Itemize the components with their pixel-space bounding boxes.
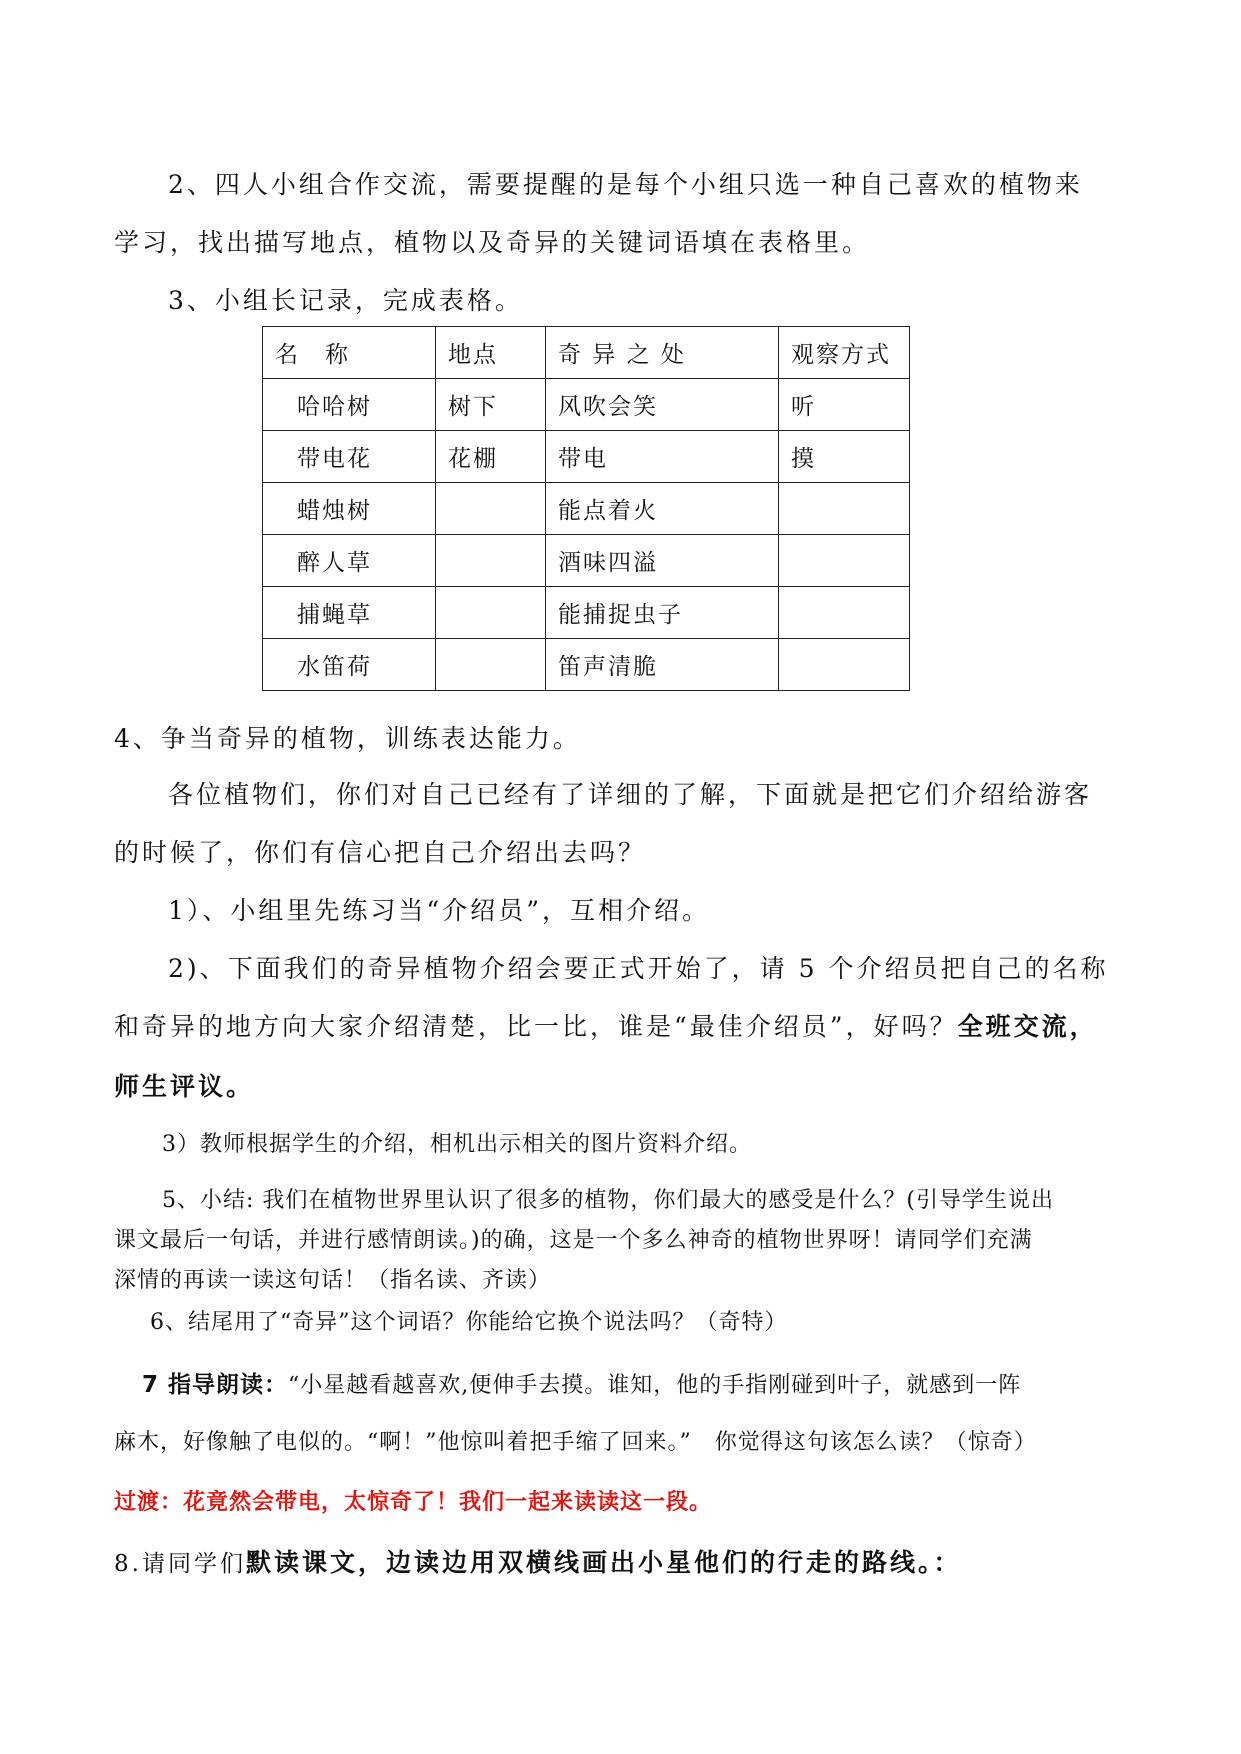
table-header-row <box>263 327 910 379</box>
cell-wonder: 带电 <box>546 431 779 483</box>
paragraph-5-line-2: 课文最后一句话，并进行感情朗读。)的确，这是一个多么神奇的植物世界呀！请同学们充满 <box>114 1228 1033 1253</box>
paragraph-7-line-2: 麻木，好像触了电似的。“啊！”他惊叫着把手缩了回来。” 你觉得这句该怎么读？（惊奇） <box>114 1430 1037 1455</box>
header-name: 名 称 <box>263 327 436 379</box>
table-row <box>263 431 910 483</box>
header-location: 地点 <box>436 327 546 379</box>
cell-name: 捕蝇草 <box>263 587 436 639</box>
paragraph-7-quote: “小星越看越喜欢,便伸手去摸。谁知，他的手指刚碰到叶子，就感到一阵 <box>288 1373 1022 1398</box>
paragraph-4b: 1）、小组里先练习当“介绍员”，互相介绍。 <box>168 896 710 925</box>
paragraph-4a-line-1: 各位植物们，你们对自己已经有了详细的了解，下面就是把它们介绍给游客 <box>168 780 1093 809</box>
cell-wonder: 能点着火 <box>546 483 779 535</box>
cell-name: 醉人草 <box>263 535 436 587</box>
paragraph-5-line-3: 深情的再读一读这句话！（指名读、齐读） <box>114 1268 552 1293</box>
paragraph-4d: 3）教师根据学生的介绍，相机出示相关的图片资料介绍。 <box>162 1132 752 1157</box>
header-method: 观察方式 <box>779 327 910 379</box>
cell-location <box>436 483 546 535</box>
paragraph-4c-line-1: 2)、下面我们的奇异植物介绍会要正式开始了，请 5 个介绍员把自己的名称 <box>168 954 1109 983</box>
paragraph-4c-text: 和奇异的地方向大家介绍清楚，比一比，谁是“最佳介绍员”，好吗？ <box>114 1012 958 1041</box>
paragraph-8-bold: 默读课文，边读边用双横线画出小星他们的行走的路线。： <box>245 1548 962 1577</box>
paragraph-7-label: 7 指导朗读： <box>142 1372 289 1398</box>
cell-location: 树下 <box>436 379 546 431</box>
paragraph-4-heading: 4、争当奇异的植物，训练表达能力。 <box>114 724 581 753</box>
paragraph-4a-line-2: 的时候了，你们有信心把自己介绍出去吗？ <box>114 838 647 867</box>
cell-name: 蜡烛树 <box>263 483 436 535</box>
cell-method: 摸 <box>779 431 910 483</box>
paragraph-4c-bold: 全班交流， <box>957 1012 1098 1041</box>
cell-wonder: 风吹会笑 <box>546 379 779 431</box>
table-row <box>263 587 910 639</box>
cell-location <box>436 587 546 639</box>
cell-method <box>779 587 910 639</box>
paragraph-4c-line-3: 师生评议。 <box>114 1072 255 1101</box>
cell-wonder: 酒味四溢 <box>546 535 779 587</box>
paragraph-2-line-2: 学习，找出描写地点，植物以及奇异的关键词语填在表格里。 <box>114 228 871 257</box>
cell-method <box>779 639 910 691</box>
table-row <box>263 639 910 691</box>
paragraph-5-line-1: 5、小结: 我们在植物世界里认识了很多的植物，你们最大的感受是什么？(引导学生说出 <box>162 1188 1054 1213</box>
table-row <box>263 535 910 587</box>
paragraph-4c-line-2 <box>114 1012 1098 1042</box>
cell-name: 带电花 <box>263 431 436 483</box>
cell-location <box>436 639 546 691</box>
cell-location <box>436 535 546 587</box>
cell-wonder: 笛声清脆 <box>546 639 779 691</box>
table-row <box>263 379 910 431</box>
transition-text: 过渡：花竟然会带电，太惊奇了！我们一起来读读这一段。 <box>114 1490 713 1515</box>
paragraph-8 <box>114 1548 961 1579</box>
cell-method: 听 <box>779 379 910 431</box>
cell-location: 花棚 <box>436 431 546 483</box>
plants-table <box>262 326 910 691</box>
paragraph-2-line-1: 2、四人小组合作交流，需要提醒的是每个小组只选一种自己喜欢的植物来 <box>168 170 1083 199</box>
paragraph-8-text: 8.请同学们 <box>114 1551 246 1577</box>
cell-method <box>779 535 910 587</box>
cell-method <box>779 483 910 535</box>
header-wonder: 奇 异 之 处 <box>546 327 779 379</box>
cell-name: 哈哈树 <box>263 379 436 431</box>
cell-name: 水笛荷 <box>263 639 436 691</box>
paragraph-7-line-1 <box>142 1370 1021 1401</box>
paragraph-3: 3、小组长记录，完成表格。 <box>168 286 523 315</box>
table-row <box>263 483 910 535</box>
cell-wonder: 能捕捉虫子 <box>546 587 779 639</box>
paragraph-6: 6、结尾用了“奇异”这个词语？你能给它换个说法吗？（奇特） <box>150 1310 788 1335</box>
